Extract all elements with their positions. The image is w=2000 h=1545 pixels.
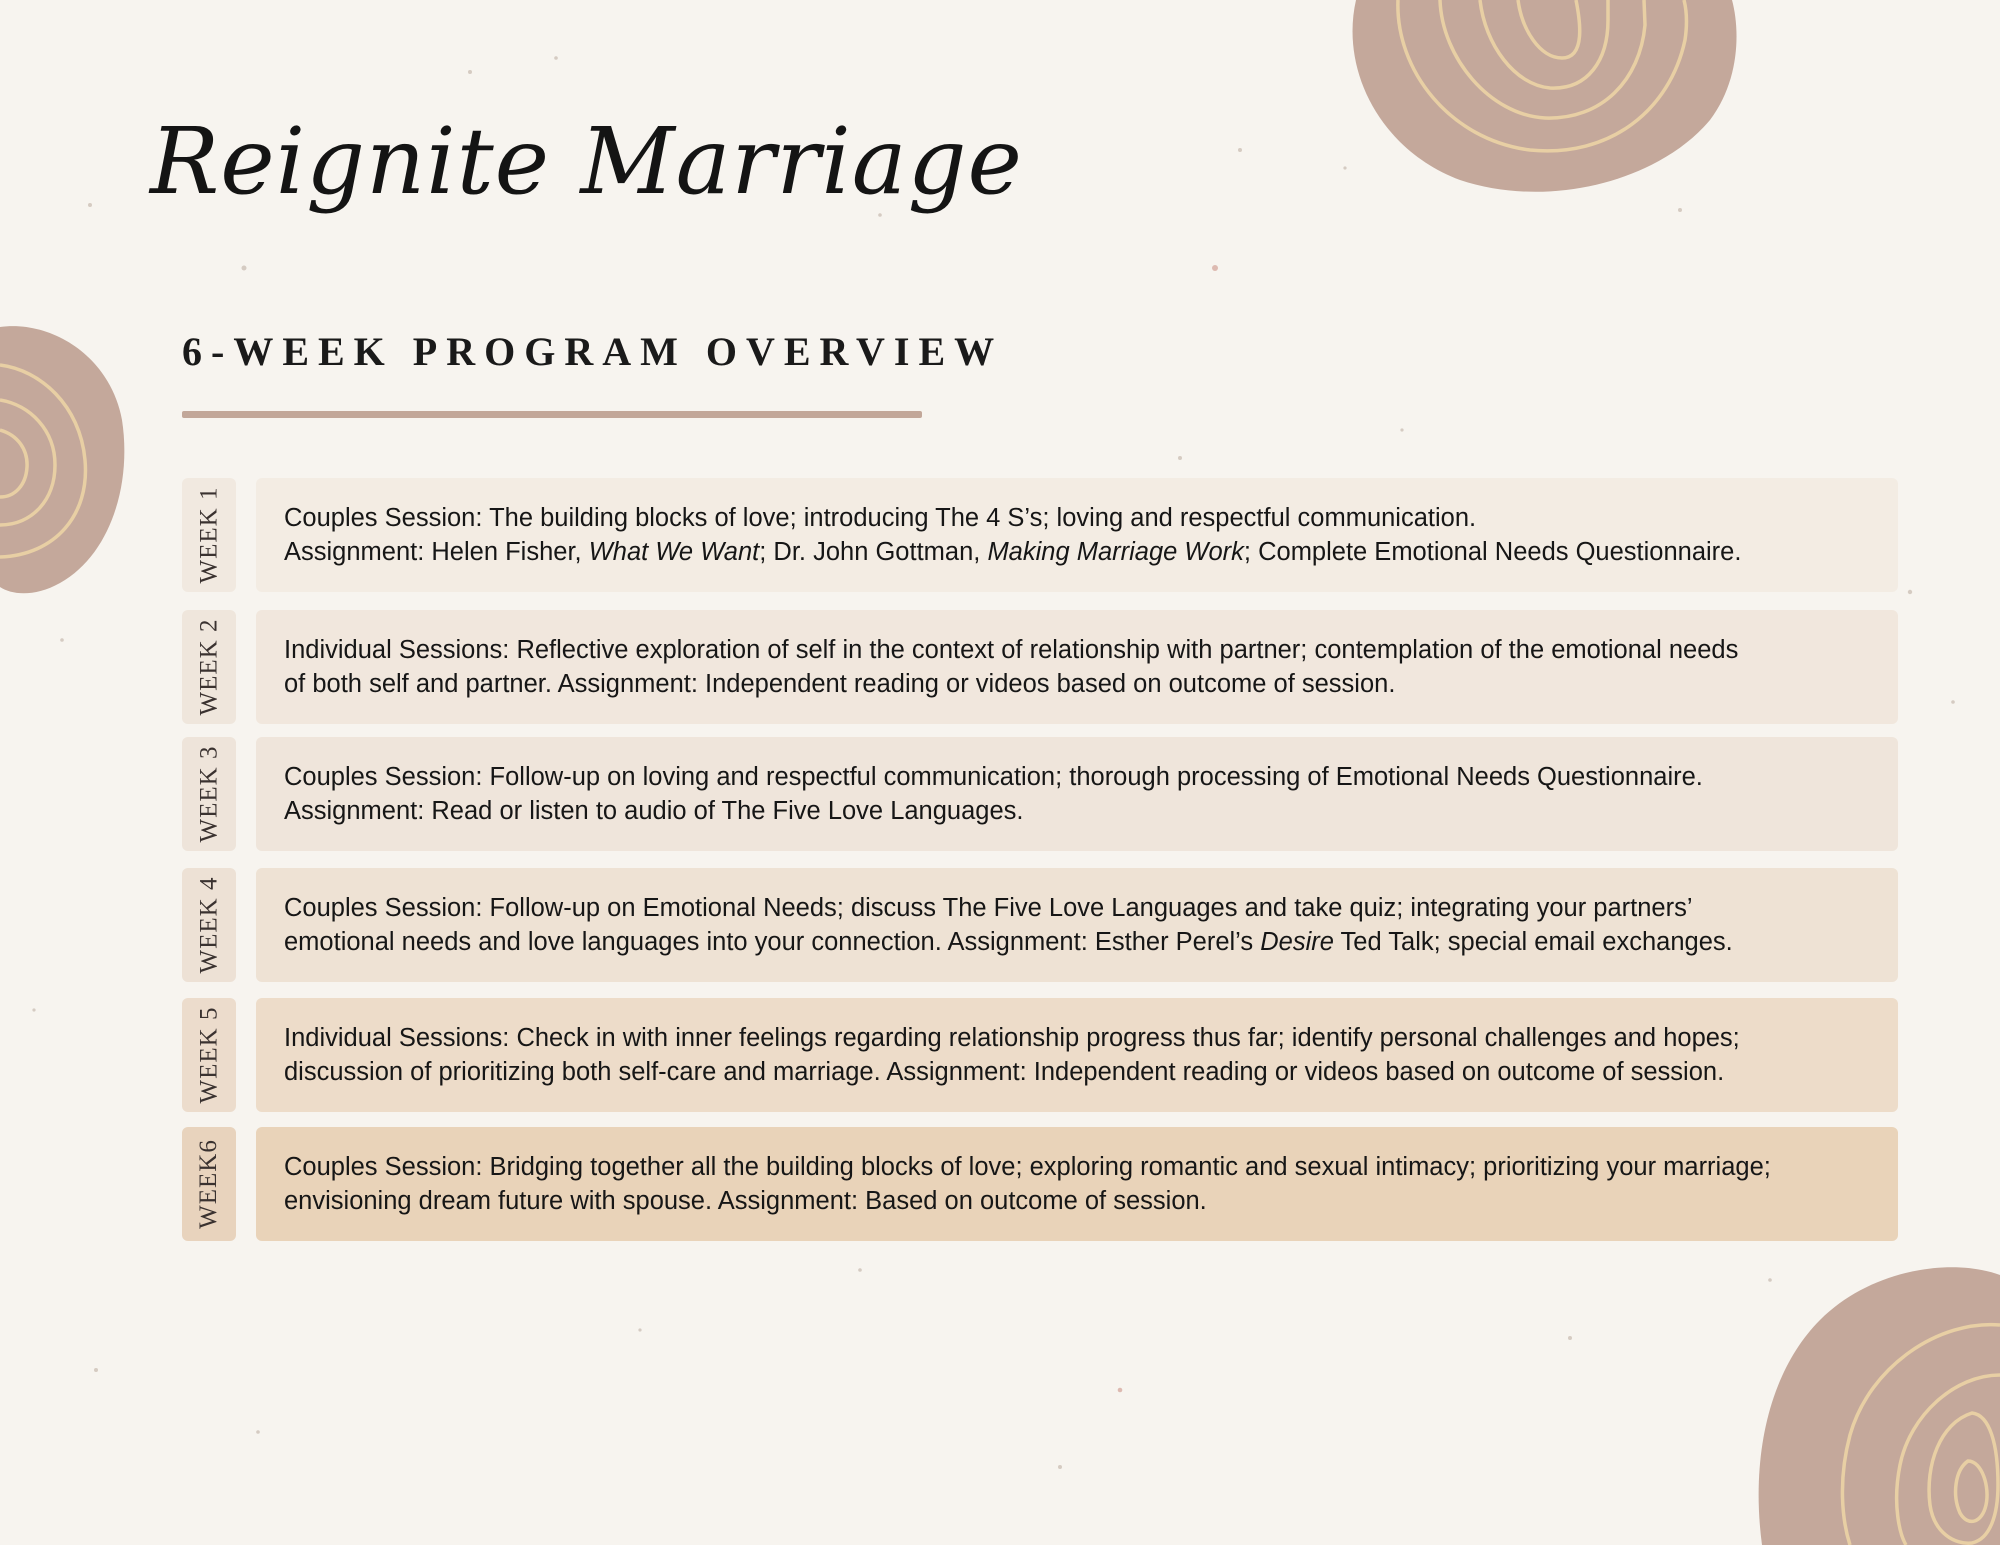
description-line-1 — [284, 1021, 1888, 1055]
text-run: ; Complete Emotional Needs Questionnaire. — [1243, 538, 1742, 566]
text-run: of both self and partner. Assignment: Independent reading or videos based on outcome of session. — [284, 670, 1396, 698]
week-description — [256, 998, 1898, 1112]
text-run: Individual Sessions: Check in with inner feelings regarding relationship progress thus far; identify personal challenges and hopes; — [284, 1024, 1740, 1052]
week-row-5 — [182, 998, 1898, 1112]
week-label: WEEK6 — [195, 1139, 223, 1229]
week-description — [256, 737, 1898, 851]
talk-title: Desire — [1260, 928, 1334, 956]
description-line-2 — [284, 925, 1888, 959]
description-line-2 — [284, 1055, 1888, 1089]
book-title: Making Marriage Work — [987, 538, 1244, 566]
week-row-1 — [182, 478, 1898, 592]
description-line-2 — [284, 535, 1888, 569]
week-label: WEEK 5 — [195, 1006, 223, 1104]
text-run: Couples Session: Follow-up on loving and respectful communication; thorough processing of Emotional Needs Questionnaire. — [284, 763, 1703, 791]
week-description — [256, 478, 1898, 592]
description-line-2 — [284, 794, 1888, 828]
week-row-6 — [182, 1127, 1898, 1241]
week-tab — [182, 1127, 236, 1241]
description-line-2 — [284, 1184, 1888, 1218]
text-run: envisioning dream future with spouse. Assignment: Based on outcome of session. — [284, 1187, 1207, 1215]
week-row-3 — [182, 737, 1898, 851]
week-description — [256, 610, 1898, 724]
week-tab — [182, 610, 236, 724]
description-line-1 — [284, 760, 1888, 794]
text-run: discussion of prioritizing both self-care and marriage. Assignment: Independent reading or videos based on outcome of session. — [284, 1058, 1725, 1086]
decorative-blob-bottom-right — [1750, 1265, 2000, 1545]
text-run: emotional needs and love languages into your connection. Assignment: Esther Perel’s — [284, 928, 1261, 956]
text-run: Individual Sessions: Reflective exploration of self in the context of relationship with partner; contemplation of the emotional needs — [284, 636, 1739, 664]
description-line-1 — [284, 633, 1888, 667]
decorative-blob-left — [0, 325, 130, 595]
week-tab — [182, 737, 236, 851]
title-divider — [182, 411, 922, 418]
text-run: Couples Session: Bridging together all the building blocks of love; exploring romantic and sexual intimacy; prioritizing your marriage; — [284, 1153, 1771, 1181]
week-tab — [182, 868, 236, 982]
description-line-1 — [284, 1150, 1888, 1184]
week-label: WEEK 3 — [195, 745, 223, 843]
page-subtitle: 6-WEEK PROGRAM OVERVIEW — [182, 329, 1004, 374]
text-run: Couples Session: Follow-up on Emotional Needs; discuss The Five Love Languages and take quiz; integrating your partners’ — [284, 894, 1693, 922]
description-line-1 — [284, 501, 1888, 535]
text-run: Ted Talk; special email exchanges. — [1333, 928, 1733, 956]
week-row-2 — [182, 610, 1898, 724]
week-tab — [182, 478, 236, 592]
week-label: WEEK 2 — [195, 618, 223, 716]
week-description — [256, 1127, 1898, 1241]
week-label: WEEK 4 — [195, 876, 223, 974]
description-line-2 — [284, 667, 1888, 701]
week-row-4 — [182, 868, 1898, 982]
week-description — [256, 868, 1898, 982]
text-run: ; Dr. John Gottman, — [759, 538, 988, 566]
decorative-blob-top-right — [1340, 0, 1740, 192]
text-run: Assignment: Helen Fisher, — [284, 538, 589, 566]
page-title: Reignite Marriage — [150, 108, 1023, 215]
week-label: WEEK 1 — [195, 486, 223, 584]
week-tab — [182, 998, 236, 1112]
text-run: Assignment: Read or listen to audio of The Five Love Languages. — [284, 797, 1024, 825]
book-title: What We Want — [588, 538, 760, 566]
description-line-1 — [284, 891, 1888, 925]
text-run: Couples Session: The building blocks of love; introducing The 4 S’s; loving and respectful communication. — [284, 504, 1477, 532]
